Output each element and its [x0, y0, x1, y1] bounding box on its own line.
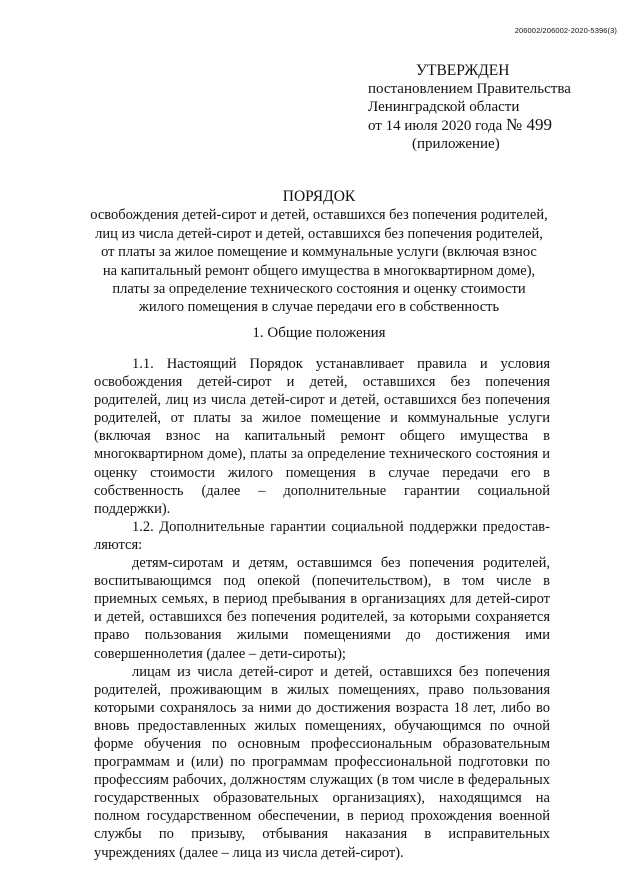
approval-note: (приложение)	[412, 136, 500, 152]
title-line: жилого помещения в случае передачи его в собственность	[138, 299, 500, 316]
document-heading: ПОРЯДОК	[282, 188, 356, 205]
approval-number: № 499	[506, 115, 552, 134]
approval-line: постановлением Правительства	[368, 81, 571, 97]
document-body	[94, 355, 550, 862]
title-line: на капитальный ремонт общего имущества в многоквартирном доме),	[102, 262, 536, 279]
title-line: от платы за жилое помещение и коммунальные услуги (включая взнос	[101, 244, 537, 261]
title-line: освобождения детей-сирот и детей, оставшихся без попечения родителей,	[90, 207, 548, 224]
title-line: платы за определение технического состояния и оценку стоимости	[112, 281, 526, 298]
section-heading: 1. Общие положения	[252, 325, 386, 341]
document-number: 206002/206002-2020-5396(3)	[514, 26, 617, 35]
paragraph: лицам из числа детей-сирот и детей, оставшихся без попечения родителей, проживающим в жилых помещениях, право пользования которыми сохранялось за ними до достижения возраста 18 лет, либо во вновь предоставленных жилых помещениях, обучающимся по очной форме обучения по основным профессиональным образовательным программам и (или) по программам профессиональной подготовки по профессиям рабочих, должностям служащих (в том числе в федеральных государственных образовательных организациях), находящимся на полном государственном обеспечении, в период прохождения военной службы по призыву, отбывания наказания в исправительных учреждениях (далее – лица из числа детей-сирот).	[94, 663, 550, 861]
paragraph: 1.2. Дополнительные гарантии социальной поддержки предоставляются:	[94, 518, 550, 553]
document-title-block	[85, 188, 553, 317]
approval-stamp-block	[368, 62, 628, 153]
paragraph: 1.1. Настоящий Порядок устанавливает правила и условия освобождения детей-сирот и детей, оставшихся без попечения родителей, лиц из числа детей-сирот и детей, оставшихся без попечения родителей, от платы за жилое помещение и коммунальные услуги (включая взнос на капитальный ремонт общего имущества в многоквартирном доме), платы за определение технического состояния и оценку стоимости жилого помещения в случае передачи его в собственность (далее – дополнительные гарантии социальной поддержки).	[94, 356, 550, 517]
paragraph: детям-сиротам и детям, оставшимся без попечения родителей, воспитывающимся под опекой (попечительством), в том числе в приемных семьях, в период пребывания в организациях для детей-сирот и детей, оставшихся без попечения родителей, за которыми сохраняется право пользования жилыми помещениями до достижения ими совершеннолетия (далее – дети-сироты);	[94, 555, 550, 662]
approval-date-line	[368, 116, 628, 135]
approval-line: Ленинградской области	[368, 99, 520, 115]
approval-title: УТВЕРЖДЕН	[416, 62, 510, 79]
approval-date: от 14 июля 2020 года	[368, 118, 503, 134]
title-line: лиц из числа детей-сирот и детей, оставшихся без попечения родителей,	[95, 225, 543, 242]
